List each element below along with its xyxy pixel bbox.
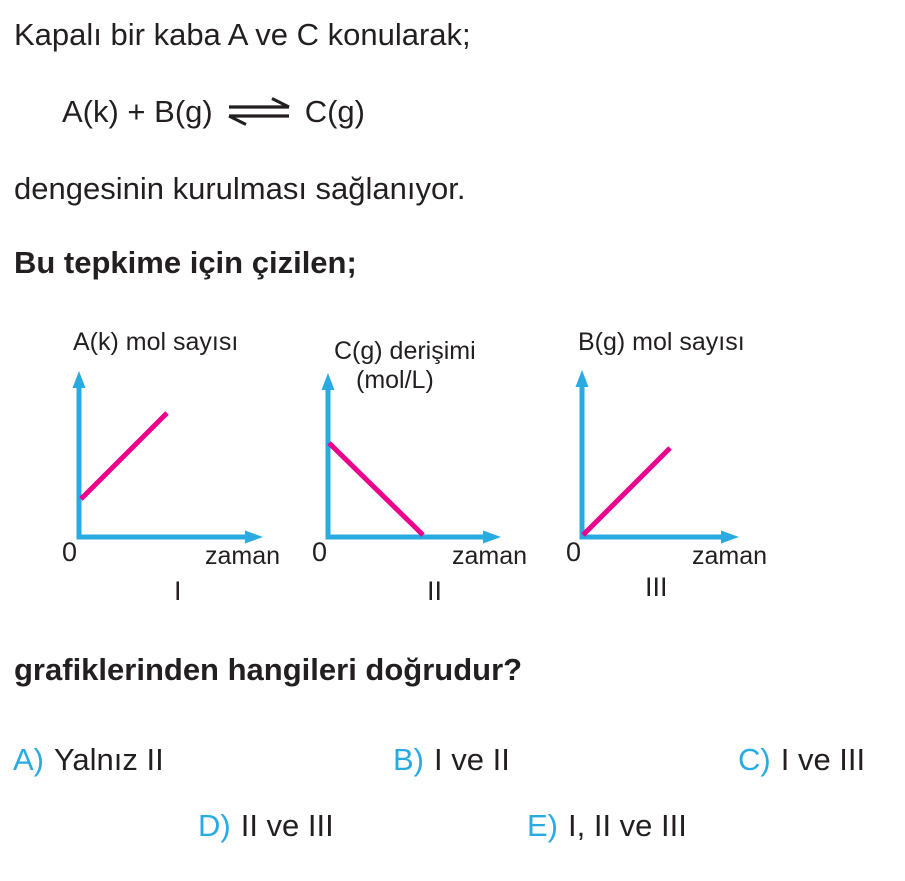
option-c-text: I ve III	[780, 742, 866, 777]
graph-1-yaxis-arrow-icon	[73, 371, 86, 388]
option-e-letter: E)	[527, 808, 558, 843]
graph-3-numeral: III	[645, 572, 668, 602]
option-a[interactable]	[13, 744, 164, 775]
option-e-text: I, II ve III	[568, 808, 687, 843]
graph-1-curve	[81, 413, 167, 499]
chemical-equation	[62, 95, 365, 127]
graph-3-title: B(g) mol sayısı	[578, 328, 745, 356]
option-c[interactable]	[738, 744, 865, 775]
graph-2-title: C(g) derişimi	[334, 337, 476, 365]
question-emphasis: Bu tepkime için çizilen;	[14, 245, 357, 280]
graph-2-xaxis-label: zaman	[452, 542, 528, 570]
graph-2-origin-label: 0	[312, 537, 328, 567]
question-prompt: grafiklerinden hangileri doğrudur?	[14, 652, 523, 687]
graphs-canvas	[0, 325, 905, 615]
graph-2-numeral: II	[427, 576, 443, 606]
graph-1-xaxis-label: zaman	[205, 542, 281, 570]
option-e[interactable]	[527, 810, 687, 841]
graph-2-yaxis-arrow-icon	[322, 373, 335, 390]
option-a-text: Yalnız II	[54, 742, 164, 777]
option-a-letter: A)	[13, 742, 44, 777]
option-b-text: I ve II	[434, 742, 510, 777]
option-d-letter: D)	[198, 808, 231, 843]
graph-2-curve	[329, 443, 423, 535]
graph-3-yaxis-arrow-icon	[576, 370, 589, 387]
equation-lhs: A(k) + B(g)	[62, 93, 213, 129]
graph-1-origin-label: 0	[62, 537, 78, 567]
graph-3-origin-label: 0	[566, 537, 582, 567]
graph-1-axes	[73, 371, 264, 544]
option-d[interactable]	[198, 810, 334, 841]
graph-2-axes	[322, 373, 502, 544]
option-b[interactable]	[393, 744, 510, 775]
question-setup: dengesinin kurulması sağlanıyor.	[14, 171, 466, 206]
graph-1-title: A(k) mol sayısı	[73, 328, 239, 356]
equilibrium-arrow-icon	[227, 95, 291, 127]
equation-rhs: C(g)	[304, 93, 365, 129]
option-d-text: II ve III	[240, 808, 334, 843]
graph-2-title-unit: (mol/L)	[356, 366, 434, 394]
option-c-letter: C)	[738, 742, 771, 777]
question-intro: Kapalı bir kaba A ve C konularak;	[14, 17, 471, 52]
graph-3-curve	[583, 448, 670, 535]
option-b-letter: B)	[393, 742, 424, 777]
graph-1-numeral: I	[174, 576, 182, 606]
graph-3-xaxis-label: zaman	[692, 542, 768, 570]
